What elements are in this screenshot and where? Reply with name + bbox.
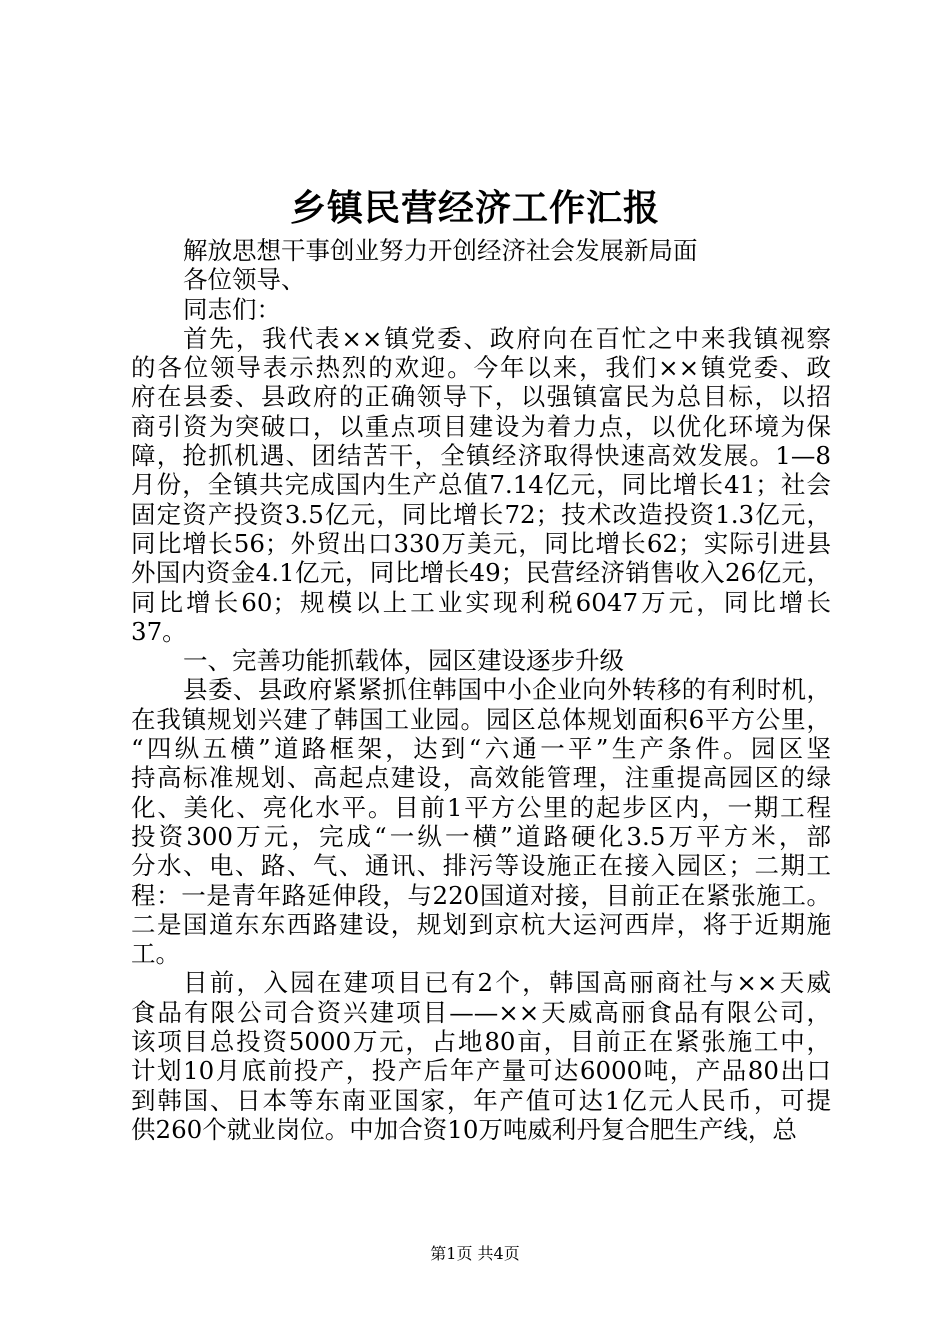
text-line: 首先，我代表××镇党委、政府向在百忙之中来我镇视察 xyxy=(183,323,831,353)
text-line: 的各位领导表示热烈的欢迎。今年以来，我们××镇党委、政 xyxy=(131,353,831,383)
text-line: 解放思想干事创业努力开创经济社会发展新局面 xyxy=(183,236,698,265)
text-line: 化、美化、亮化水平。目前1平方公里的起步区内，一期工程 xyxy=(131,792,831,822)
text-line: 工。 xyxy=(131,939,180,969)
text-line: 持高标准规划、高起点建设，高效能管理，注重提高园区的绿 xyxy=(131,763,831,793)
text-line: 程：一是青年路延伸段，与220国道对接，目前正在紧张施工。 xyxy=(131,880,831,910)
text-line: 供260个就业岗位。中加合资10万吨威利丹复合肥生产线，总 xyxy=(131,1114,797,1144)
text-line: 分水、电、路、气、通讯、排污等设施正在接入园区；二期工 xyxy=(131,851,831,881)
text-line: “四纵五横”道路框架，达到“六通一平”生产条件。园区坚 xyxy=(131,734,831,764)
text-line: 固定资产投资3.5亿元，同比增长72；技术改造投资1.3亿元， xyxy=(131,499,831,529)
document-title: 乡镇民营经济工作汇报 xyxy=(289,187,660,229)
document-body xyxy=(131,236,831,1144)
text-line: 外国内资金4.1亿元，同比增长49；民营经济销售收入26亿元， xyxy=(131,558,831,588)
text-line: 到韩国、日本等东南亚国家，年产值可达1亿元人民币，可提 xyxy=(131,1085,831,1115)
page-footer: 第1页 共4页 xyxy=(430,1244,520,1263)
text-line: 县委、县政府紧紧抓住韩国中小企业向外转移的有利时机， xyxy=(183,675,831,705)
text-line: 计划10月底前投产，投产后年产量可达6000吨，产品80出口 xyxy=(131,1056,831,1086)
text-line: 在我镇规划兴建了韩国工业园。园区总体规划面积6平方公里， xyxy=(131,704,831,734)
text-line: 同比增长60；规模以上工业实现利税6047万元，同比增长 xyxy=(131,587,831,617)
text-line: 二是国道东东西路建设，规划到京杭大运河西岸，将于近期施 xyxy=(131,909,831,939)
text-line: 目前，入园在建项目已有2个，韩国高丽商社与××天威 xyxy=(183,968,831,998)
text-line: 商引资为突破口，以重点项目建设为着力点，以优化环境为保 xyxy=(131,411,831,441)
text-line: 月份，全镇共完成国内生产总值7.14亿元，同比增长41；社会 xyxy=(131,470,831,500)
text-line: 同志们： xyxy=(183,294,281,324)
text-line: 府在县委、县政府的正确领导下，以强镇富民为总目标，以招 xyxy=(131,382,831,412)
text-line: 一、完善功能抓载体，园区建设逐步升级 xyxy=(183,646,624,676)
text-line: 各位领导、 xyxy=(183,265,306,295)
text-line: 食品有限公司合资兴建项目——××天威高丽食品有限公司， xyxy=(131,997,831,1027)
text-line: 同比增长56；外贸出口330万美元，同比增长62；实际引进县 xyxy=(131,528,831,558)
text-line: 37。 xyxy=(131,616,187,646)
text-line: 障，抢抓机遇、团结苦干，全镇经济取得快速高效发展。1—8 xyxy=(131,441,831,471)
text-line: 投资300万元，完成“一纵一横”道路硬化3.5万平方米，部 xyxy=(131,821,831,851)
text-line: 该项目总投资5000万元，占地80亩，目前正在紧张施工中， xyxy=(131,1027,831,1057)
